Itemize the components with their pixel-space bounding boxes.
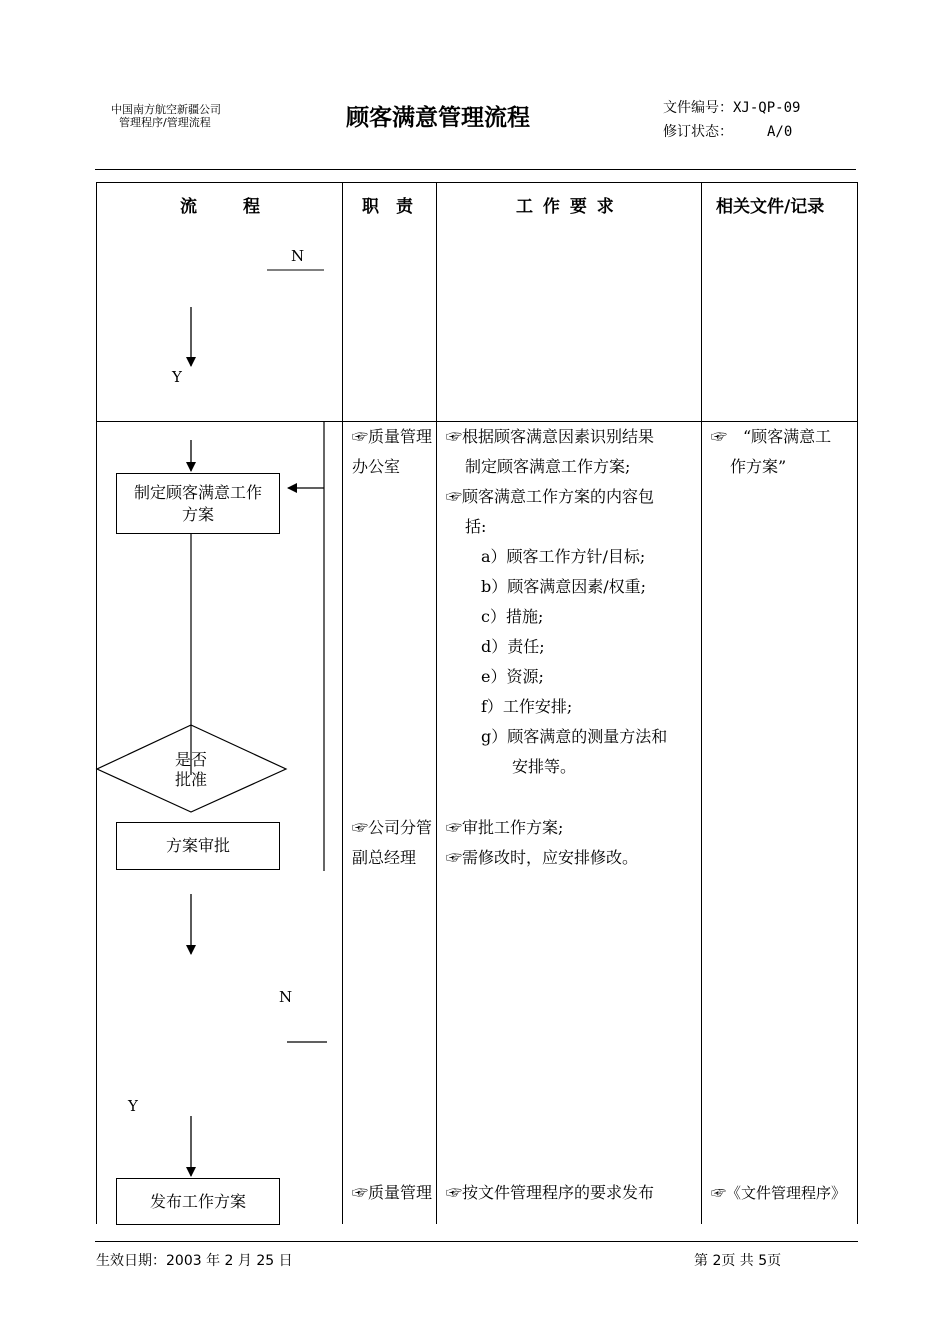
row2-responsibility	[352, 813, 432, 873]
row3-responsibility	[352, 1178, 432, 1208]
top-no-label: N	[291, 247, 305, 265]
row1-doc-line2: 作方案”	[730, 457, 787, 476]
row1-responsibility	[352, 422, 432, 482]
column-header-requirements: 工 作 要 求	[516, 197, 616, 217]
row1-req-item-a: a）顾客工作方针/目标;	[481, 547, 646, 566]
decision-label	[151, 750, 231, 790]
row3-doc-line1: ☞《文件管理程序》	[711, 1184, 847, 1202]
row1-req-item-d: d）责任;	[481, 637, 545, 656]
doc-number-label: 文件编号：	[663, 100, 733, 116]
row3-requirements	[446, 1178, 654, 1208]
column-header-documents: 相关文件/记录	[716, 197, 825, 217]
column-header-responsibility: 职 责	[362, 197, 413, 217]
process-box-publish-plan-label: 发布工作方案	[149, 1191, 246, 1211]
footer-divider	[95, 1241, 858, 1242]
decision-label-line2: 批准	[174, 770, 207, 789]
process-box-approve-plan-label: 方案审批	[165, 836, 230, 855]
column-header-flow: 流 程	[180, 197, 264, 217]
row3-responsibility-line1: ☞质量管理	[352, 1183, 433, 1202]
decision-label-line1: 是否	[174, 750, 207, 769]
row1-responsibility-line2: 办公室	[352, 457, 401, 476]
process-box-approve-plan	[116, 822, 280, 870]
doc-number: XJ-QP-09	[733, 100, 801, 116]
row2-responsibility-line1: ☞公司分管	[352, 818, 433, 837]
revision-status: A/0	[767, 124, 793, 140]
row1-req-item-b: b）顾客满意因素/权重;	[481, 577, 647, 596]
row1-req-line1: ☞根据顾客满意因素识别结果	[446, 427, 655, 446]
row2-req-line1: ☞审批工作方案;	[446, 818, 564, 837]
row1-doc-line1: ☞ “顾客满意工	[711, 427, 832, 446]
row2-responsibility-line2: 副总经理	[352, 848, 417, 867]
row1-req-item-e: e）资源;	[481, 667, 544, 686]
process-box-create-plan-line2: 方案	[181, 504, 214, 524]
revision-label: 修订状态：	[663, 124, 733, 140]
row1-req-item-g-cont: 安排等。	[512, 757, 577, 776]
row1-req-line3: ☞顾客满意工作方案的内容包	[446, 487, 655, 506]
row1-req-item-g: g）顾客满意的测量方法和	[481, 727, 668, 746]
company-line-2: 管理程序/管理流程	[119, 116, 211, 129]
process-box-create-plan-line1: 制定顾客满意工作	[133, 482, 262, 502]
process-box-create-plan	[116, 473, 280, 534]
row1-requirements	[446, 422, 667, 782]
mid-no-label: N	[279, 988, 293, 1006]
row1-documents	[711, 422, 831, 482]
row1-req-line2: 制定顾客满意工作方案;	[465, 457, 631, 476]
mid-yes-label: Y	[128, 1097, 138, 1115]
row3-documents	[711, 1178, 846, 1208]
row1-req-line4: 括:	[465, 517, 487, 536]
row2-req-line2: ☞需修改时，应安排修改。	[446, 848, 639, 867]
page-number: 第 2页 共 5页	[694, 1253, 782, 1269]
row1-req-item-c: c）措施;	[481, 607, 544, 626]
row1-responsibility-line1: ☞质量管理	[352, 427, 433, 446]
top-yes-label: Y	[172, 368, 182, 386]
row3-req-line1: ☞按文件管理程序的要求发布	[446, 1183, 655, 1202]
document-title: 顾客满意管理流程	[346, 105, 530, 131]
effective-date: 生效日期：2003 年 2 月 25 日	[96, 1253, 293, 1269]
company-line-1: 中国南方航空新疆公司	[111, 103, 221, 116]
process-box-publish-plan	[116, 1178, 280, 1225]
row2-requirements	[446, 813, 638, 873]
row1-req-item-f: f）工作安排;	[481, 697, 573, 716]
